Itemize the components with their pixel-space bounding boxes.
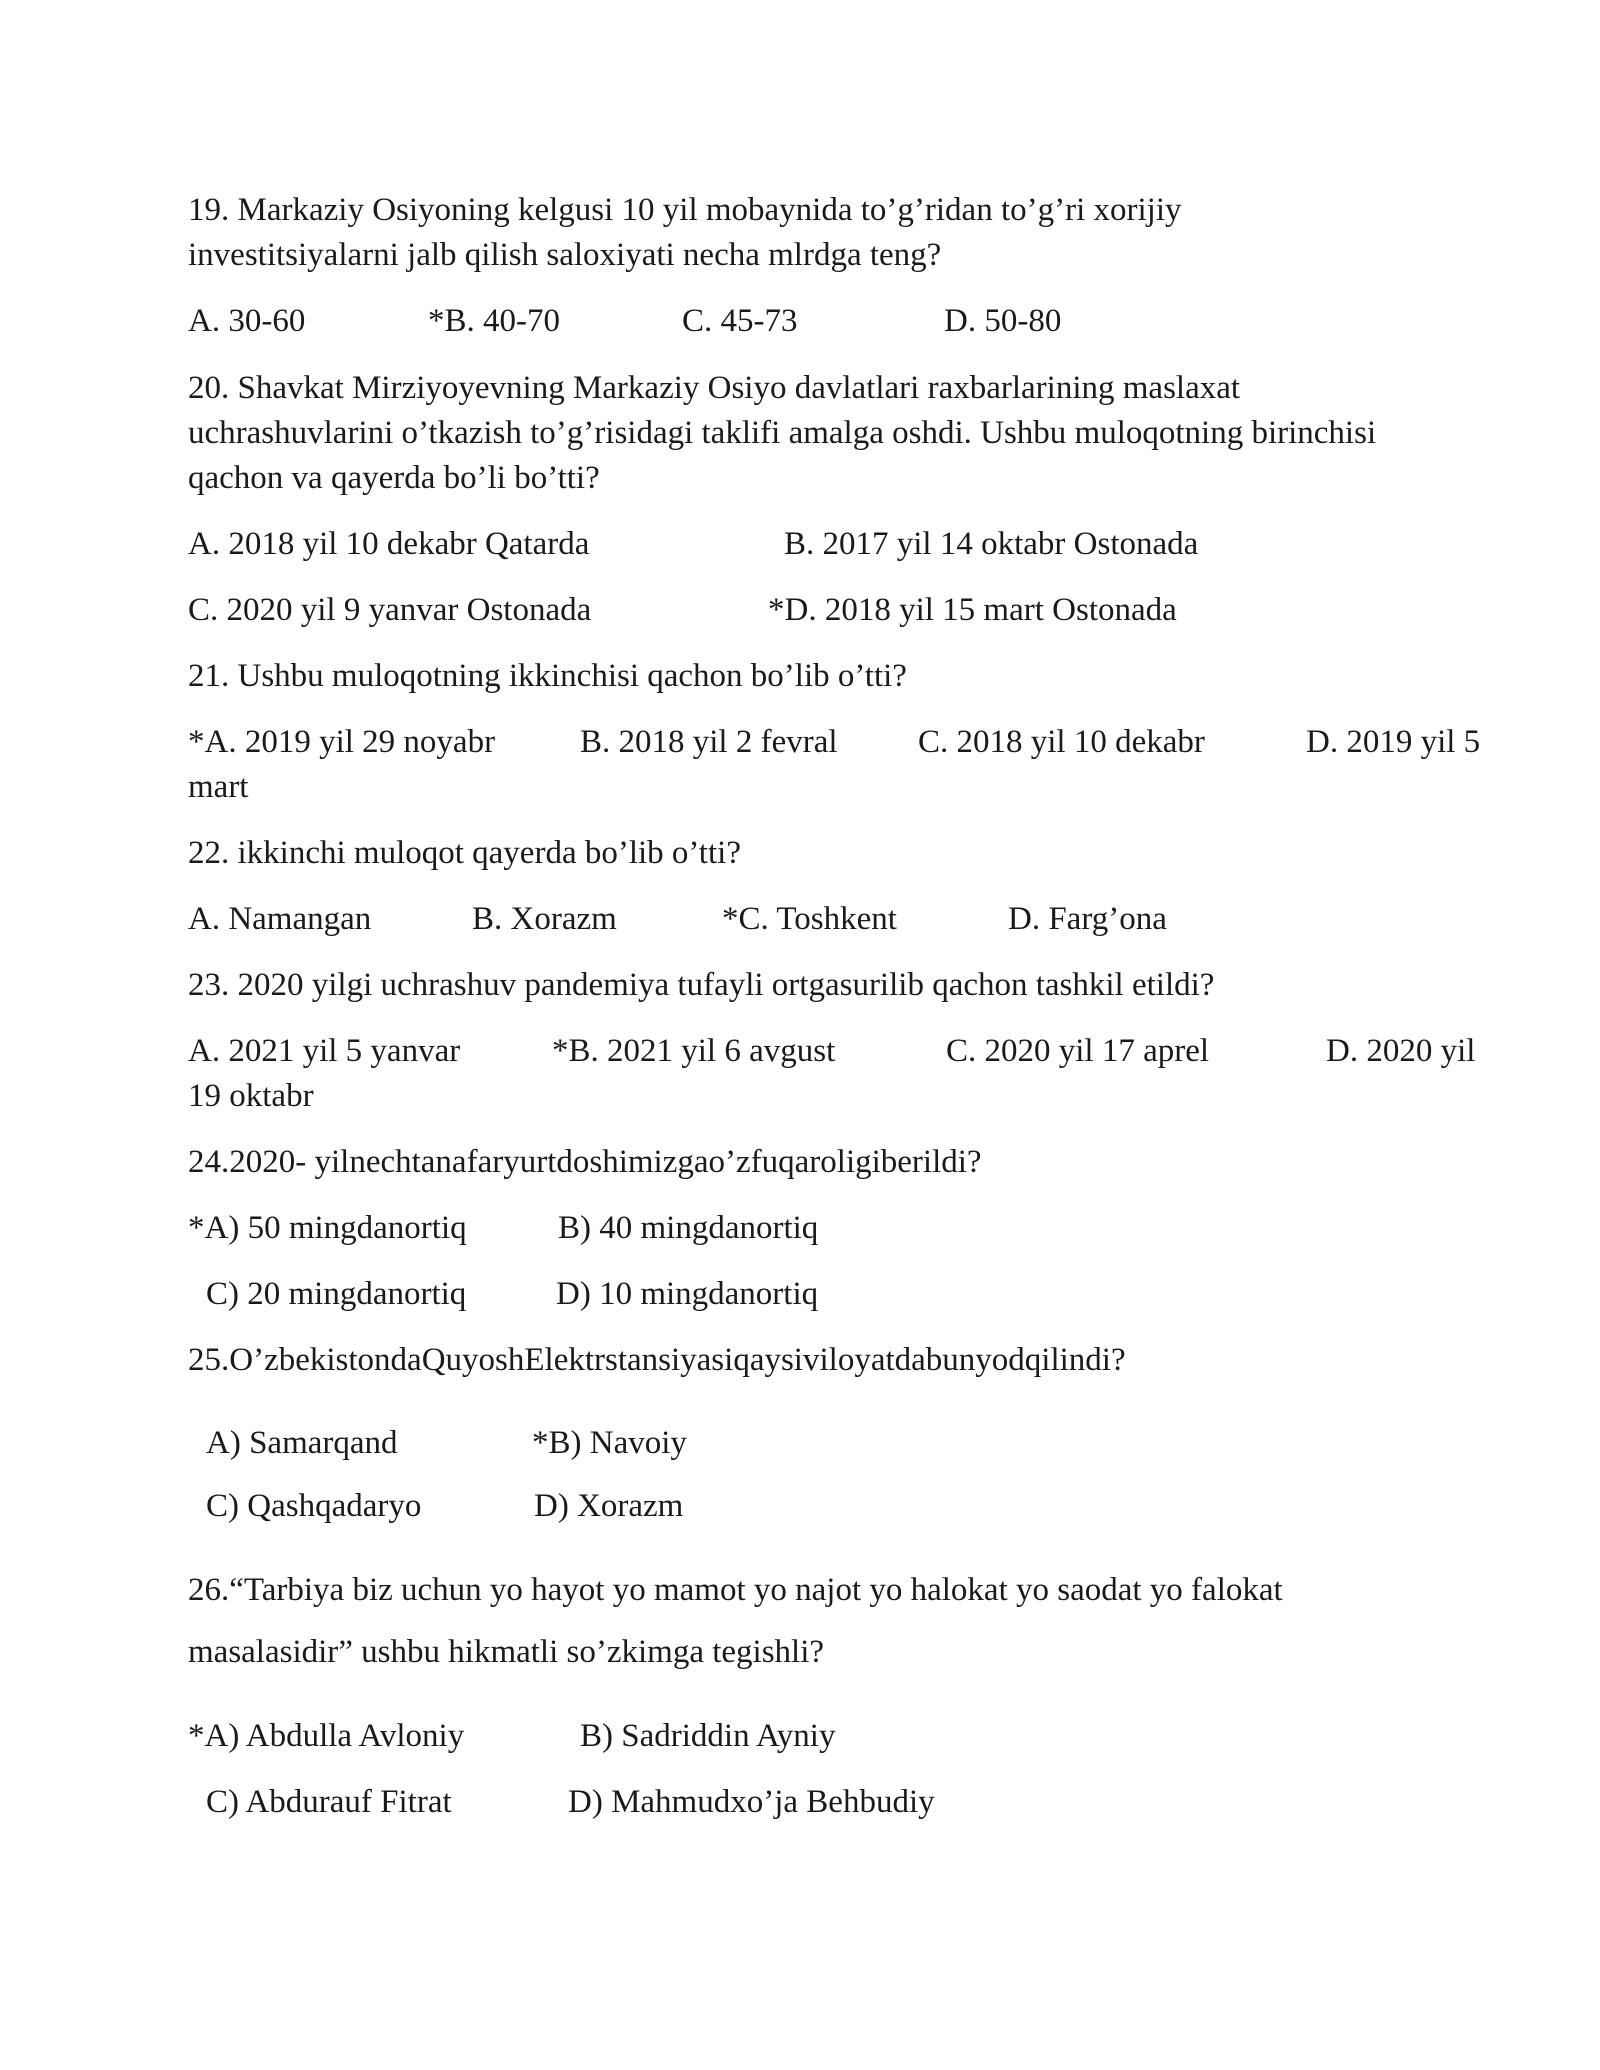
question-20-line-2: uchrashuvlarini o’tkazish to’g’risidagi taklifi amalga oshdi. Ushbu muloqotning birinchisi (188, 415, 1377, 451)
question-21-option-c: C. 2018 yil 10 dekabr (918, 724, 1205, 760)
question-24-option-a: *A) 50 mingdanortiq (188, 1210, 467, 1246)
question-20-line-3: qachon va qayerda bo’li bo’tti? (188, 460, 600, 496)
question-22-option-c: *C. Toshkent (722, 901, 897, 937)
question-19-line-2: investitsiyalarni jalb qilish saloxiyati necha mlrdga teng? (188, 237, 942, 273)
question-19-option-d: D. 50-80 (944, 303, 1062, 339)
question-24-option-b: B) 40 mingdanortiq (558, 1210, 819, 1246)
question-26-option-d: D) Mahmudxo’ja Behbudiy (568, 1784, 935, 1820)
question-24-line-1: 24.2020- yilnechtanafaryurtdoshimizgao’zfuqaroligiberildi? (188, 1144, 982, 1180)
question-21-line-1: 21. Ushbu muloqotning ikkinchisi qachon bo’lib o’tti? (188, 658, 907, 694)
question-20-option-c: C. 2020 yil 9 yanvar Ostonada (188, 592, 592, 628)
question-22-option-d: D. Farg’ona (1008, 901, 1167, 937)
question-26-line-2: masalasidir” ushbu hikmatli so’zkimga tegishli? (188, 1634, 825, 1670)
question-21-option-b: B. 2018 yil 2 fevral (580, 724, 838, 760)
question-24-option-c: C) 20 mingdanortiq (206, 1276, 467, 1312)
question-20-option-b: B. 2017 yil 14 oktabr Ostonada (784, 526, 1199, 562)
question-20-option-a: A. 2018 yil 10 dekabr Qatarda (188, 526, 590, 562)
question-25-option-a: A) Samarqand (206, 1425, 398, 1461)
question-23-option-a: A. 2021 yil 5 yanvar (188, 1033, 461, 1069)
question-23-option-c: C. 2020 yil 17 aprel (946, 1033, 1210, 1069)
question-19-option-b: *B. 40-70 (428, 303, 560, 339)
question-26-option-c: C) Abdurauf Fitrat (206, 1784, 452, 1820)
question-23-line-1: 23. 2020 yilgi uchrashuv pandemiya tufayli ortgasurilib qachon tashkil etildi? (188, 967, 1215, 1003)
question-23-option-d-wrap: 19 oktabr (188, 1078, 314, 1114)
question-22-option-a: A. Namangan (188, 901, 372, 937)
question-19-option-a: A. 30-60 (188, 303, 306, 339)
question-21-option-a: *A. 2019 yil 29 noyabr (188, 724, 496, 760)
question-22-option-b: B. Xorazm (472, 901, 617, 937)
question-25-option-d: D) Xorazm (534, 1488, 684, 1524)
question-23-option-b: *B. 2021 yil 6 avgust (552, 1033, 836, 1069)
question-25-option-c: C) Qashqadaryo (206, 1488, 422, 1524)
question-21-option-d-wrap: mart (188, 769, 249, 805)
question-19-line-1: 19. Markaziy Osiyoning kelgusi 10 yil mobaynida to’g’ridan to’g’ri xorijiy (188, 192, 1182, 228)
question-22-line-1: 22. ikkinchi muloqot qayerda bo’lib o’tti? (188, 835, 741, 871)
question-20-line-1: 20. Shavkat Mirziyoyevning Markaziy Osiyo davlatlari raxbarlarining maslaxat (188, 370, 1241, 406)
question-26-option-b: B) Sadriddin Ayniy (580, 1718, 836, 1754)
question-24-option-d: D) 10 mingdanortiq (556, 1276, 819, 1312)
question-26-line-1: 26.“Tarbiya biz uchun yo hayot yo mamot yo najot yo halokat yo saodat yo falokat (188, 1572, 1283, 1608)
question-23-option-d: D. 2020 yil (1326, 1033, 1476, 1069)
question-26-option-a: *A) Abdulla Avloniy (188, 1718, 465, 1754)
question-25-line-1: 25.O’zbekistondaQuyoshElektrstansiyasiqaysiviloyatdabunyodqilindi? (188, 1342, 1126, 1378)
question-21-option-d: D. 2019 yil 5 (1306, 724, 1481, 760)
question-25-option-b: *B) Navoiy (532, 1425, 687, 1461)
question-19-option-c: C. 45-73 (682, 303, 798, 339)
question-20-option-d: *D. 2018 yil 15 mart Ostonada (768, 592, 1177, 628)
